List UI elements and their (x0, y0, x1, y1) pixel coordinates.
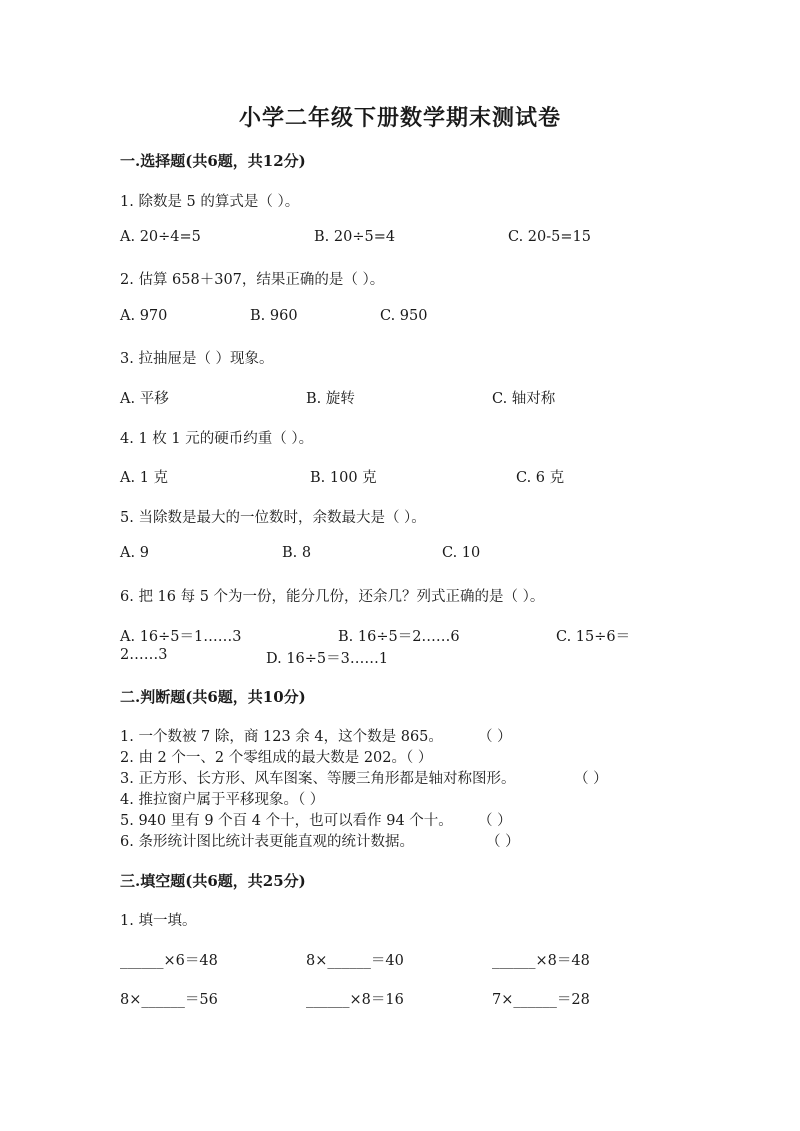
section-heading-judge: 二.判断题(共6题，共10分) (120, 688, 306, 706)
judge-paren: （ ） (478, 729, 512, 745)
judge-paren: （ ） (486, 834, 520, 850)
option-a: A. 9 (120, 545, 149, 561)
judge-item: 5. 940 里有 9 个百 4 个十，也可以看作 94 个十。 (120, 813, 453, 829)
fill-blank-item: ______×8＝48 (492, 953, 590, 969)
question-text: 1. 除数是 5 的算式是（ ）。 (120, 194, 300, 210)
page-title: 小学二年级下册数学期末测试卷 (238, 105, 561, 131)
option-c-continued: 2……3 (120, 647, 168, 663)
fill-blank-item: ______×6＝48 (120, 953, 218, 969)
judge-item: 2. 由 2 个一、2 个零组成的最大数是 202。（ ） (120, 750, 433, 766)
question-text: 5. 当除数是最大的一位数时，余数最大是（ ）。 (120, 510, 426, 526)
option-d: D. 16÷5＝3……1 (266, 651, 389, 667)
option-c: C. 6 克 (516, 470, 565, 486)
fill-blank-item: 8×______＝40 (306, 953, 404, 969)
judge-paren: （ ） (478, 813, 512, 829)
option-b: B. 20÷5=4 (314, 229, 396, 245)
option-a: A. 970 (120, 308, 168, 324)
judge-item: 1. 一个数被 7 除，商 123 余 4，这个数是 865。 (120, 729, 443, 745)
section-heading-choice: 一.选择题(共6题，共12分) (120, 152, 306, 170)
option-c: C. 15÷6＝ (556, 629, 631, 645)
fill-blank-item: 7×______＝28 (492, 992, 590, 1008)
option-a: A. 1 克 (120, 470, 169, 486)
fill-blank-item: 8×______＝56 (120, 992, 218, 1008)
question-text: 2. 估算 658＋307，结果正确的是（ ）。 (120, 272, 385, 288)
fill-blank-item: ______×8＝16 (306, 992, 404, 1008)
judge-item: 6. 条形统计图比统计表更能直观的统计数据。 (120, 834, 414, 850)
option-c: C. 20-5=15 (508, 229, 591, 245)
option-c: C. 10 (442, 545, 481, 561)
judge-item: 3. 正方形、长方形、风车图案、等腰三角形都是轴对称图形。 (120, 771, 516, 787)
question-text: 4. 1 枚 1 元的硬币约重（ ）。 (120, 431, 314, 447)
option-a: A. 平移 (120, 391, 169, 407)
option-b: B. 960 (250, 308, 298, 324)
question-text: 6. 把 16 每 5 个为一份，能分几份，还余几？列式正确的是（ ）。 (120, 589, 545, 605)
judge-item: 4. 推拉窗户属于平移现象。（ ） (120, 792, 325, 808)
option-b: B. 8 (282, 545, 312, 561)
option-c: C. 轴对称 (492, 391, 556, 407)
option-b: B. 旋转 (306, 391, 355, 407)
option-b: B. 100 克 (310, 470, 377, 486)
option-b: B. 16÷5＝2……6 (338, 629, 460, 645)
section-heading-fill: 三.填空题(共6题，共25分) (120, 872, 306, 890)
option-a: A. 20÷4=5 (120, 229, 201, 245)
judge-paren: （ ） (574, 771, 608, 787)
question-text: 1. 填一填。 (120, 913, 197, 929)
option-a: A. 16÷5＝1……3 (120, 629, 242, 645)
option-c: C. 950 (380, 308, 428, 324)
question-text: 3. 拉抽屉是（ ）现象。 (120, 351, 274, 367)
